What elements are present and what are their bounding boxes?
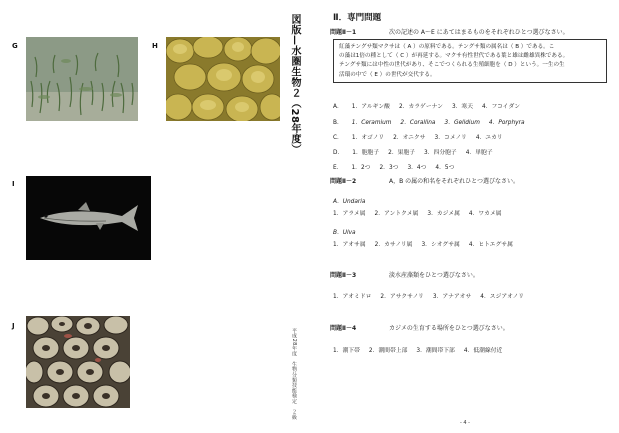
option-row-b xyxy=(333,117,534,126)
question-2-b-options xyxy=(333,239,522,248)
choice: 4．5つ xyxy=(435,165,455,171)
choice: 2．3つ xyxy=(379,165,399,171)
option-row-d xyxy=(333,147,502,156)
seagrass-photo xyxy=(26,37,138,121)
question-4-text: カジメの生育する場所をひとつ選びなさい。 xyxy=(389,325,509,332)
question-1-passage xyxy=(333,39,607,83)
question-2-a-options xyxy=(333,208,511,217)
figure-label-g: G xyxy=(12,42,18,50)
choice: 1．Ceramium xyxy=(351,120,392,126)
choice: 3．寒天 xyxy=(451,104,474,110)
choice: 3．4つ xyxy=(407,165,427,171)
choice: 4．ヒトエグサ属 xyxy=(468,242,513,248)
passage-line: 紅藻テングサ類マクサは（ A ）の原料である。テングサ類の属名は（ B ）である。こ xyxy=(339,44,555,50)
choice: 4．Porphyra xyxy=(488,120,525,126)
choice: 2．カラゲーナン xyxy=(398,104,443,110)
question-2-text: A，B の属の和名をそれぞれひとつ選びなさい。 xyxy=(389,178,520,185)
question-3-label: 問題Ⅱ－3 xyxy=(330,272,357,279)
exam-footer-vertical: 平成28年度 生物分類技能検定 ２級 xyxy=(291,328,297,420)
choice: 4．ユカリ xyxy=(475,135,503,141)
question-1-text: 次の記述の A～E にあてはまるものをそれぞれひとつ選びなさい。 xyxy=(389,29,569,36)
choice: 1．アラメ属 xyxy=(333,211,366,217)
barnacles-photo xyxy=(26,316,130,408)
option-key: E． xyxy=(333,165,343,171)
question-2-label: 問題Ⅱ－2 xyxy=(330,178,357,185)
section-title: Ⅱ．専門問題 xyxy=(333,13,382,23)
choice: 2．オニクサ xyxy=(393,135,426,141)
choice: 3．コメノリ xyxy=(434,135,467,141)
choice: 1．アルギン酸 xyxy=(351,104,390,110)
question-2-part-b: B．Ulva xyxy=(333,230,356,236)
passage-line: の藻は1倍の種として（ C ）が再延する。マクサ有性世代である葉と雄は雌雄異株である。 xyxy=(339,53,569,60)
choice: 2．カサノリ属 xyxy=(374,242,413,248)
choice: 3．Gelidium xyxy=(444,120,480,126)
passage-line: テングサ類には中性の世代があり、そこでつくられる生殖細胞を（ D ）という。一生の生 xyxy=(339,62,565,69)
option-row-c xyxy=(333,132,512,141)
choice: 3．アナアオサ xyxy=(432,294,472,300)
choice: 1．潮下帯 xyxy=(333,348,360,354)
choice: 3．潮間帯下部 xyxy=(416,348,455,354)
choice: 4．低潮線付近 xyxy=(463,348,503,354)
choice: 4．フコイダン xyxy=(482,104,521,110)
question-2-part-a: A．Undaria xyxy=(333,199,366,205)
choice: 3．四分胞子 xyxy=(424,150,457,156)
choice: 4．ワカメ属 xyxy=(468,211,502,217)
question-1-label: 問題Ⅱ－1 xyxy=(330,29,357,36)
choice: 3．カジメ属 xyxy=(427,211,460,217)
option-row-a xyxy=(333,101,529,110)
choice: 2．Corallina xyxy=(400,120,436,126)
choice: 2．アサクサノリ xyxy=(380,294,424,300)
option-key: B． xyxy=(333,120,343,126)
fish-photo xyxy=(26,176,151,260)
question-3-options xyxy=(333,291,533,300)
choice: 1．オゴノリ xyxy=(351,135,385,141)
choice: 1．2つ xyxy=(351,165,371,171)
question-4-options xyxy=(333,345,511,354)
choice: 4．単胞子 xyxy=(465,150,493,156)
figure-label-h: H xyxy=(152,42,158,50)
choice: 1．胞胞子 xyxy=(352,150,380,156)
figure-label-i: I xyxy=(12,180,15,188)
choice: 2．潮間帯上部 xyxy=(368,348,408,354)
choice: 2．果胞子 xyxy=(388,150,416,156)
choice: 3．シオグサ属 xyxy=(421,242,460,248)
option-key: D． xyxy=(333,150,344,156)
figure-section-header: 図版—水圏生物２（28年度） xyxy=(289,14,300,155)
figure-label-j: J xyxy=(12,322,15,330)
question-4-label: 問題Ⅱ－4 xyxy=(330,325,357,332)
option-row-e xyxy=(333,162,463,171)
option-key: C． xyxy=(333,135,343,141)
choice: 1．アオサ属 xyxy=(333,242,366,248)
yellow-seaweed-photo xyxy=(166,37,280,121)
choice: 4．スジアオノリ xyxy=(480,294,524,300)
choice: 1．アオミドロ xyxy=(333,294,372,300)
page-number: - 4 - xyxy=(460,420,470,426)
choice: 2．アントクメ属 xyxy=(374,211,419,217)
option-key: A． xyxy=(333,104,343,110)
question-3-text: 淡水産藻類をひとつ選びなさい。 xyxy=(389,272,479,279)
passage-line: 活環の中で（ E ）の世代が交代する。 xyxy=(339,71,436,78)
